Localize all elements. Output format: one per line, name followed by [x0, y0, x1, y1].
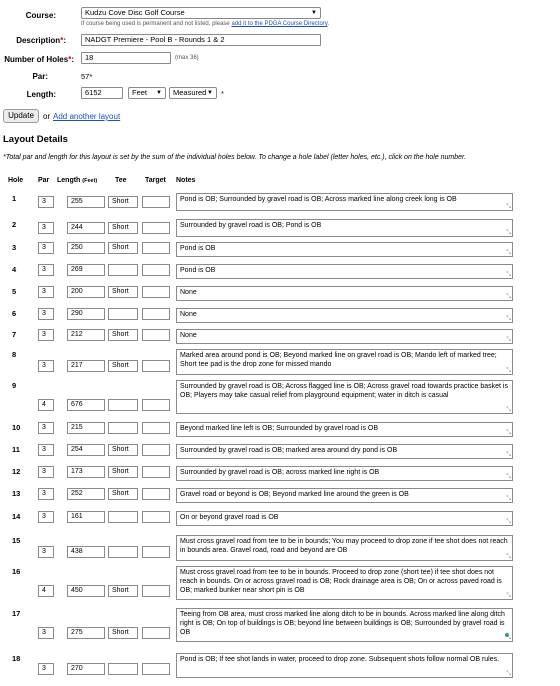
- notes-textarea[interactable]: [176, 653, 513, 678]
- resize-grip-icon[interactable]: ⤡: [506, 250, 511, 256]
- tee-input[interactable]: Short: [108, 286, 138, 298]
- par-input[interactable]: 3: [38, 308, 54, 320]
- notes-text: Surrounded by gravel road is OB; Pond is OB: [180, 222, 322, 229]
- chevron-down-icon: ▼: [156, 90, 162, 96]
- length-input[interactable]: 269: [67, 264, 105, 276]
- resize-grip-icon[interactable]: ⤡: [506, 294, 511, 300]
- resize-grip-icon[interactable]: ⤡: [506, 230, 511, 236]
- hole-number-link[interactable]: 13: [12, 489, 21, 498]
- resize-grip-icon[interactable]: ⤡: [506, 407, 511, 413]
- notes-text: None: [180, 332, 197, 339]
- notes-textarea[interactable]: [176, 535, 513, 561]
- notes-text: Pond is OB: [180, 245, 216, 252]
- tee-input[interactable]: [108, 511, 138, 523]
- length-method-select[interactable]: [169, 87, 217, 99]
- notes-text: Must cross gravel road from tee to be in bounds. Proceed to drop zone (short tee) if tee shot does not reach in bounds. On or across gravel road is OB; Rock drainage area is OB; On or across paved road is OB; marked bunker near short pin is OB: [180, 569, 502, 594]
- par-input[interactable]: 3: [38, 264, 54, 276]
- course-help-suffix: .: [327, 21, 330, 27]
- length-input[interactable]: 250: [67, 242, 105, 254]
- par-input[interactable]: 3: [38, 466, 54, 478]
- description-label: [0, 36, 66, 45]
- notes-textarea[interactable]: [176, 264, 513, 279]
- length-input[interactable]: 215: [67, 422, 105, 434]
- hole-number-link[interactable]: 12: [12, 467, 21, 476]
- required-mark: *: [68, 55, 72, 64]
- target-input[interactable]: [142, 399, 170, 411]
- length-label: Length:: [26, 90, 56, 99]
- length-input[interactable]: 275: [67, 627, 105, 639]
- layout-details-heading: Layout Details: [3, 134, 68, 145]
- col-hole: Hole: [8, 177, 24, 184]
- par-input[interactable]: 3: [38, 511, 54, 523]
- notes-text: On or beyond gravel road is OB: [180, 514, 279, 521]
- notes-textarea[interactable]: [176, 219, 513, 237]
- notes-text: Pond is OB: [180, 267, 216, 274]
- length-unit-select[interactable]: [128, 87, 166, 99]
- col-notes: Notes: [176, 177, 196, 184]
- target-input[interactable]: [142, 308, 170, 320]
- resize-grip-icon[interactable]: ⤡: [506, 474, 511, 480]
- target-input[interactable]: [142, 329, 170, 341]
- tee-input[interactable]: [108, 264, 138, 276]
- add-layout-link[interactable]: Add another layout: [53, 112, 121, 121]
- resize-grip-icon[interactable]: ⤡: [506, 204, 511, 210]
- hole-number-link[interactable]: 3: [12, 243, 17, 252]
- resize-grip-icon[interactable]: ⤡: [506, 496, 511, 502]
- length-asterisk: *: [221, 89, 224, 98]
- target-input[interactable]: [142, 511, 170, 523]
- course-label: Course:: [25, 11, 56, 20]
- target-input[interactable]: [142, 488, 170, 500]
- resize-grip-icon[interactable]: ⤡: [506, 554, 511, 560]
- tee-input[interactable]: [108, 663, 138, 675]
- tee-input[interactable]: Short: [108, 444, 138, 456]
- par-input[interactable]: 3: [38, 222, 54, 234]
- col-target: Target: [145, 177, 166, 184]
- notes-text: Beyond marked line left is OB; Surrounded by gravel road is OB: [180, 425, 379, 432]
- label-colon: :: [71, 55, 74, 64]
- resize-grip-icon[interactable]: ⤡: [506, 368, 511, 374]
- length-input[interactable]: 450: [67, 585, 105, 597]
- resize-grip-icon[interactable]: ⤡: [506, 635, 511, 641]
- notes-text: None: [180, 311, 197, 318]
- notes-textarea[interactable]: [176, 286, 513, 301]
- notes-textarea[interactable]: [176, 193, 513, 211]
- col-length-text: Length: [57, 177, 81, 184]
- required-mark: *: [60, 36, 64, 45]
- length-input[interactable]: 676: [67, 399, 105, 411]
- par-input[interactable]: 3: [38, 444, 54, 456]
- length-input[interactable]: 161: [67, 511, 105, 523]
- notes-text: Surrounded by gravel road is OB; across marked line right is OB: [180, 469, 380, 476]
- tee-input[interactable]: [108, 546, 138, 558]
- par-value: 57*: [81, 72, 93, 81]
- hole-number-link[interactable]: 6: [12, 309, 17, 318]
- hole-number-link[interactable]: 16: [12, 567, 21, 576]
- hole-number-link[interactable]: 17: [12, 609, 21, 618]
- holes-label: [0, 55, 74, 64]
- tee-input[interactable]: Short: [108, 196, 138, 208]
- description-label-text: Description: [16, 36, 61, 45]
- col-length: [57, 177, 97, 184]
- description-input[interactable]: NADGT Premiere - Pool B - Rounds 1 & 2: [81, 34, 321, 46]
- resize-grip-icon[interactable]: ⤡: [506, 337, 511, 343]
- hole-number-link[interactable]: 1: [12, 194, 17, 203]
- hole-number-link[interactable]: 11: [12, 445, 20, 454]
- resize-grip-icon[interactable]: ⤡: [506, 316, 511, 322]
- par-input[interactable]: 3: [38, 242, 54, 254]
- notes-text: Marked area around pond is OB; Beyond marked line on gravel road is OB; Mando left of marked tree; Short tee pad is the drop zone for missed mando: [180, 352, 497, 368]
- tee-input[interactable]: Short: [108, 466, 138, 478]
- length-input[interactable]: 255: [67, 196, 105, 208]
- length-input[interactable]: 244: [67, 222, 105, 234]
- notes-textarea[interactable]: [176, 422, 513, 437]
- hole-number-link[interactable]: 8: [12, 350, 17, 359]
- notes-text: Must cross gravel road from tee to be in bounds; You may proceed to drop zone if tee shot does not reach in bounds area. Gravel road, road and beyond are OB: [180, 538, 508, 554]
- tee-input[interactable]: Short: [108, 585, 138, 597]
- par-input[interactable]: 3: [38, 360, 54, 372]
- target-input[interactable]: [142, 663, 170, 675]
- notes-text: Surrounded by gravel road is OB; Across flagged line is OB; Across gravel road towards practice basket is OB; Players may take casual relief from playground equipment; water in ditch is casual: [180, 383, 508, 399]
- length-unit-value: Feet: [132, 88, 148, 97]
- notes-text: Pond is OB; Surrounded by gravel road is OB; Across marked line along creek long is OB: [180, 196, 457, 203]
- tee-input[interactable]: Short: [108, 242, 138, 254]
- tee-input[interactable]: Short: [108, 329, 138, 341]
- resize-grip-icon[interactable]: ⤡: [506, 272, 511, 278]
- target-input[interactable]: [142, 546, 170, 558]
- par-input[interactable]: 3: [38, 663, 54, 675]
- target-input[interactable]: [142, 264, 170, 276]
- length-input[interactable]: 6152: [81, 87, 123, 99]
- resize-grip-icon[interactable]: ⤡: [506, 519, 511, 525]
- length-input[interactable]: 200: [67, 286, 105, 298]
- target-input[interactable]: [142, 422, 170, 434]
- hole-number-link[interactable]: 5: [12, 287, 17, 296]
- col-par: Par: [38, 177, 50, 184]
- target-input[interactable]: [142, 444, 170, 456]
- layout-note: *Total par and length for this layout is set by the sum of the individual holes below. To change a hole label (letter holes, etc.), click on the hole number.: [3, 154, 467, 161]
- hole-number-link[interactable]: 14: [12, 512, 21, 521]
- par-input[interactable]: 3: [38, 627, 54, 639]
- holes-max-hint: (max 36): [175, 55, 199, 61]
- target-input[interactable]: [142, 360, 170, 372]
- par-input[interactable]: 4: [38, 585, 54, 597]
- par-label: Par:: [32, 72, 48, 81]
- length-input[interactable]: 254: [67, 444, 105, 456]
- length-input[interactable]: 252: [67, 488, 105, 500]
- length-method-value: Measured: [173, 88, 207, 97]
- notes-textarea[interactable]: [176, 608, 513, 642]
- hole-number-link[interactable]: 2: [12, 220, 17, 229]
- length-input[interactable]: 270: [67, 663, 105, 675]
- chevron-down-icon: ▼: [311, 10, 317, 16]
- par-input[interactable]: 4: [38, 399, 54, 411]
- course-help-text: [81, 21, 329, 27]
- par-input[interactable]: 3: [38, 329, 54, 341]
- notes-text: Teeing from OB area, must cross marked line along ditch to be in bounds. Across marked line along ditch right is OB; On top of buildings is OB; beyond line between buildings is OB; Surrounded by gravel road is OB: [180, 611, 505, 636]
- target-input[interactable]: [142, 196, 170, 208]
- notes-text: Pond is OB; If tee shot lands in water, proceed to drop zone. Subsequent shots follow normal OB rules.: [180, 656, 500, 663]
- holes-input[interactable]: 18: [81, 52, 171, 64]
- resize-grip-icon[interactable]: ⤡: [506, 671, 511, 677]
- target-input[interactable]: [142, 627, 170, 639]
- resize-grip-icon[interactable]: ⤡: [506, 430, 511, 436]
- par-input[interactable]: 3: [38, 422, 54, 434]
- course-select[interactable]: [81, 7, 321, 19]
- col-length-unit: (Feet): [82, 178, 98, 184]
- hole-number-link[interactable]: 9: [12, 381, 17, 390]
- par-input[interactable]: 3: [38, 196, 54, 208]
- par-input[interactable]: 3: [38, 546, 54, 558]
- holes-label-text: Number of Holes: [4, 55, 69, 64]
- notes-textarea[interactable]: [176, 380, 513, 414]
- hole-number-link[interactable]: 7: [12, 330, 17, 339]
- length-input[interactable]: 173: [67, 466, 105, 478]
- hole-number-link[interactable]: 15: [12, 536, 21, 545]
- target-input[interactable]: [142, 466, 170, 478]
- length-input[interactable]: 438: [67, 546, 105, 558]
- notes-textarea[interactable]: [176, 444, 513, 459]
- target-input[interactable]: [142, 585, 170, 597]
- length-input[interactable]: 290: [67, 308, 105, 320]
- notes-text: Gravel road or beyond is OB; Beyond marked line around the green is OB: [180, 491, 409, 498]
- notes-textarea[interactable]: [176, 566, 513, 600]
- par-input[interactable]: 3: [38, 488, 54, 500]
- target-input[interactable]: [142, 222, 170, 234]
- target-input[interactable]: [142, 286, 170, 298]
- tee-input[interactable]: [108, 422, 138, 434]
- par-input[interactable]: 3: [38, 286, 54, 298]
- hole-number-link[interactable]: 4: [12, 265, 17, 274]
- notes-textarea[interactable]: [176, 308, 513, 323]
- tee-input[interactable]: Short: [108, 488, 138, 500]
- tee-input[interactable]: Short: [108, 360, 138, 372]
- add-course-link[interactable]: add it to the PDGA Course Directory: [231, 21, 328, 27]
- tee-input[interactable]: [108, 308, 138, 320]
- length-input[interactable]: 212: [67, 329, 105, 341]
- chevron-down-icon: ▼: [207, 90, 213, 96]
- col-tee: Tee: [115, 177, 127, 184]
- resize-grip-icon[interactable]: ⤡: [506, 452, 511, 458]
- notes-textarea[interactable]: [176, 511, 513, 526]
- or-text: or: [43, 112, 51, 121]
- course-select-value: Kudzu Cove Disc Golf Course: [85, 8, 185, 17]
- target-input[interactable]: [142, 242, 170, 254]
- notes-text: None: [180, 289, 197, 296]
- course-help-prefix: If course being used is permanent and not listed, please: [81, 21, 232, 27]
- tee-input[interactable]: Short: [108, 222, 138, 234]
- notes-textarea[interactable]: [176, 466, 513, 481]
- update-button[interactable]: Update: [3, 109, 39, 123]
- notes-text: Surrounded by gravel road is OB; marked area around dry pond is OB: [180, 447, 398, 454]
- notes-textarea[interactable]: [176, 329, 513, 344]
- tee-input[interactable]: [108, 399, 138, 411]
- hole-number-link[interactable]: 10: [12, 423, 21, 432]
- notes-textarea[interactable]: [176, 488, 513, 503]
- notes-textarea[interactable]: [176, 242, 513, 257]
- resize-grip-icon[interactable]: ⤡: [506, 593, 511, 599]
- length-input[interactable]: 217: [67, 360, 105, 372]
- hole-number-link[interactable]: 18: [12, 654, 21, 663]
- notes-textarea[interactable]: [176, 349, 513, 375]
- tee-input[interactable]: Short: [108, 627, 138, 639]
- label-colon: :: [63, 36, 66, 45]
